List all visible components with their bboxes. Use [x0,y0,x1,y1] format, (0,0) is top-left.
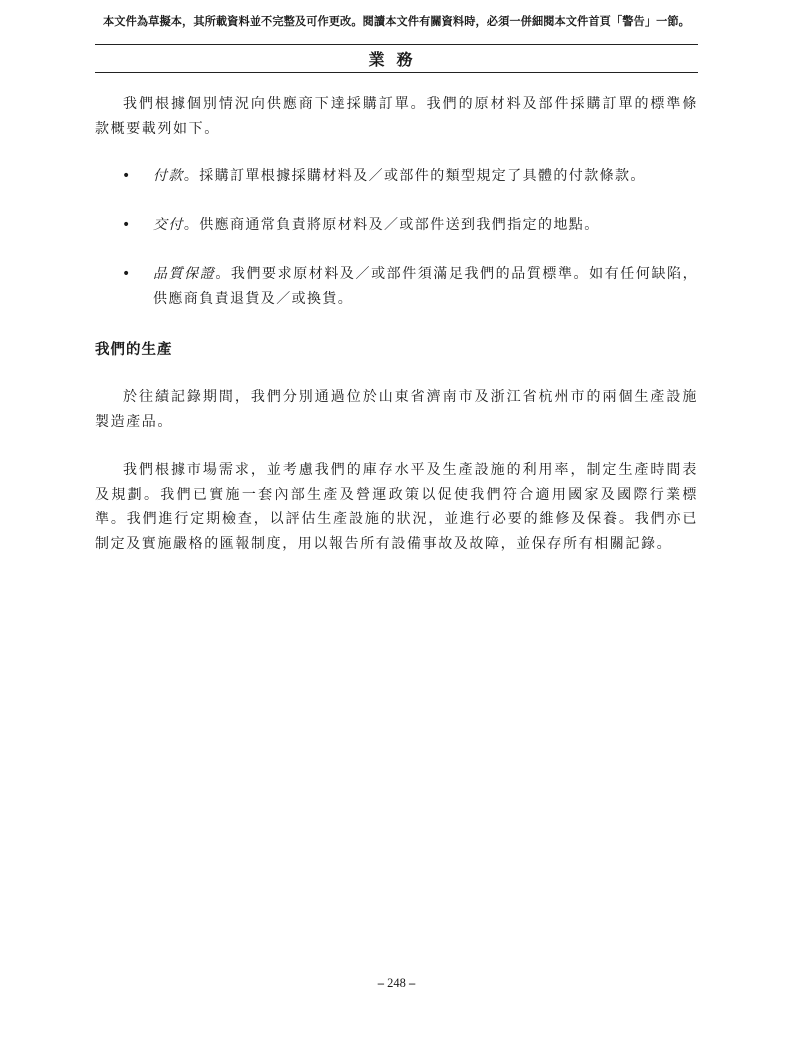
bullet-term: 交付 [153,217,184,233]
bullet-text: 。供應商通常負責將原材料及／或部件送到我們指定的地點。 [183,217,600,233]
header-top-rule [95,44,698,45]
bullet-term: 付款 [153,168,184,184]
bullet-body [153,164,698,189]
page-number [0,974,793,992]
page-number-dash-right: – [409,976,416,990]
bullet-item-delivery [95,213,698,238]
bullet-term: 品質保證 [153,266,216,282]
bullet-body [153,213,698,238]
bullet-item-payment [95,164,698,189]
page-number-dash-left: – [377,976,384,990]
section-title: 業務 [368,50,425,69]
page-number-value: 248 [387,976,406,990]
bullet-body [153,262,698,311]
header-bottom-rule [95,72,698,73]
bullet-item-quality [95,262,698,311]
bullet-icon: • [122,168,132,184]
production-paragraph-1: 於往績記錄期間，我們分別通過位於山東省濟南市及浙江省杭州市的兩個生產設施製造產品。 [95,389,698,430]
bullet-icon: • [122,217,132,233]
production-heading: 我們的生產 [95,341,173,358]
draft-disclaimer: 本文件為草擬本，其所載資料並不完整及可作更改。閱讀本文件有關資料時，必須一併細閱本文件首頁「警告」一節。 [103,14,690,28]
bullet-text: 。我們要求原材料及／或部件須滿足我們的品質標準。如有任何缺陷，供應商負責退貨及／或換貨。 [153,266,698,307]
production-paragraph-2: 我們根據市場需求，並考慮我們的庫存水平及生產設施的利用率，制定生產時間表及規劃。我們已實施一套內部生產及營運政策以促使我們符合適用國家及國際行業標準。我們進行定期檢查，以評估生產設施的狀況，並進行必要的維修及保養。我們亦已制定及實施嚴格的匯報制度，用以報告所有設備事故及故障，並保存所有相關記錄。 [95,462,698,552]
bullet-icon: • [122,266,132,282]
intro-paragraph: 我們根據個別情況向供應商下達採購訂單。我們的原材料及部件採購訂單的標準條款概要載列如下。 [95,96,698,137]
bullet-text: 。採購訂單根據採購材料及／或部件的類型規定了具體的付款條款。 [183,168,646,184]
